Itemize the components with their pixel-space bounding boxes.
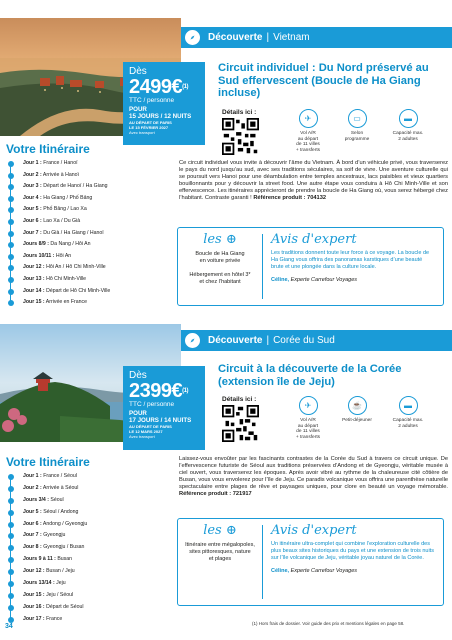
itinerary-day — [6, 265, 166, 270]
day-number: Jour 7 : — [23, 229, 42, 236]
feature-label: Capacité max. 2 adultes — [392, 418, 424, 429]
day-place: Busan — [57, 556, 73, 563]
description-text: Laissez-vous envoûter par les fascinants contrastes de la Corée du Sud à travers ce circuit unique. De l’effervescence futuriste de Séoul aux traditions préservées d’Andong et de Gyeongju, véritable musée à ciel ouvert, vous traverserez les époques. Après avoir vibré au rythme de la chaleureuse cité côtière de Busan, vous vous envolerez pour l’île de Jeju. Ce paradis volcanique vous offrira une parenthèse naturelle spectaculaire entre plages de rêve et paysages uniques, pour clore en beauté un voyage mémorable. — [179, 456, 448, 490]
itinerary-day — [6, 173, 166, 178]
product-reference: Référence produit : 704132 — [253, 195, 327, 201]
trip-band-vietnam — [181, 27, 452, 48]
day-place: Départ de Hanoï / Ha Giang — [43, 183, 108, 190]
description-text: Ce circuit individuel vous invite à découvrir l’âme du Vietnam. À bord d’un véhicule privé, vous traverserez le pays du nord jusqu’au sud, avec ses traditions séculaires, sa soif de vivre. Une aventure culturelle qui se poursuit vers Hanoi pour une déambulation entre temples ancestraux, lacs paisibles et vieux quartiers bouillonnants pour y découvrir la street food. Une autre étape vous conduira à Hô Chi Minh-Ville et son effervescence. Les itinéraires apprécieront de prendre la boucle de Ha Giang où, vous serez hébergé chez l’habitant. Contraste garanti ! — [179, 160, 448, 201]
day-number: Jour 8 : — [23, 544, 42, 551]
price-from: Dès — [129, 66, 147, 77]
trip-departure: AU DÉPART DE PARIS LE 15 FÉVRIER 2027 — [129, 120, 172, 130]
day-number: Jour 5 : — [23, 206, 42, 213]
trip-description — [179, 160, 448, 202]
itinerary-day — [6, 242, 166, 247]
trip-duration: POUR 17 JOURS / 14 NUITS — [129, 410, 192, 424]
itinerary-list — [6, 474, 166, 622]
price-from: Dès — [129, 370, 147, 381]
itinerary-day — [6, 605, 166, 610]
compass-icon — [185, 333, 200, 348]
trip-category: Découverte — [208, 335, 263, 346]
les-plus-label — [180, 232, 260, 247]
day-number: Jour 12 : — [23, 264, 45, 271]
feature-flight — [282, 109, 334, 153]
trip-title: Circuit individuel : Du Nord préservé au Sud effervescent (Boucle de Ha Giang incluse) — [218, 62, 429, 99]
day-number: Jour 17 : — [23, 615, 45, 622]
day-place: Départ de Séoul — [46, 603, 84, 610]
trip-destination: Corée du Sud — [273, 335, 335, 346]
price-box-vietnam — [123, 62, 205, 145]
compass-icon — [185, 30, 200, 45]
feature-breakfast — [331, 396, 383, 424]
feature-label: Vol A/R au départ de 11 villes + transferts — [295, 418, 321, 440]
itinerary-day — [6, 231, 166, 236]
day-place: Du Già / Ha Giang / Hanoï — [43, 229, 104, 236]
feature-label: Capacité max. 2 adultes — [392, 131, 424, 142]
price-ttc: TTC / personne — [129, 97, 175, 104]
les-plus — [178, 228, 262, 305]
day-place: Hô Chi Minh-Ville — [46, 275, 87, 282]
price-amount — [129, 77, 199, 97]
itinerary-day — [6, 196, 166, 201]
itinerary-day — [6, 219, 166, 224]
day-place: Jeju — [56, 580, 66, 587]
itinerary-day — [6, 545, 166, 550]
feature-label: Vol A/R au départ de 11 villes + transferts — [295, 131, 321, 153]
day-number: Jours 13/14 : — [23, 580, 55, 587]
day-number: Jour 2 : — [23, 171, 42, 178]
details-qr[interactable] — [222, 396, 262, 447]
itinerary-day — [6, 593, 166, 598]
expert-signature — [271, 568, 435, 574]
itinerary-vietnam — [6, 142, 166, 312]
day-place: Départ de Hô Chi Minh-Ville — [46, 287, 111, 294]
itinerary-day — [6, 533, 166, 538]
day-number: Jours 10/11 : — [23, 252, 55, 259]
day-place: Hôi An / Hô Chi Minh-Ville — [46, 264, 106, 271]
details-label: Détails ici : — [222, 109, 257, 116]
bed-icon: ▬ — [399, 109, 418, 128]
trip-departure: AU DÉPART DE PARIS LE 12 MARS 2027 — [129, 424, 172, 434]
trip-transport: Avec transport — [129, 130, 155, 135]
itinerary-day — [6, 569, 166, 574]
day-number: Jour 6 : — [23, 217, 42, 224]
les-plus-text: Itinéraire entre mégalopoles, sites pittoresques, nature et plages — [185, 542, 255, 562]
expert-name: Céline, — [271, 568, 290, 574]
les-plus-word: les — [203, 523, 222, 538]
expert-signature — [271, 277, 435, 283]
trip-band-korea — [181, 330, 452, 351]
highlights-box-vietnam — [177, 227, 444, 306]
page-number: 34 — [5, 623, 13, 630]
bed-icon: ▬ — [399, 396, 418, 415]
plus-circle-icon: ⊕ — [225, 232, 237, 247]
day-place: Hôi An — [55, 252, 72, 259]
itinerary-day — [6, 184, 166, 189]
itinerary-day — [6, 254, 166, 259]
itinerary-day — [6, 557, 166, 562]
feature-capacity — [382, 109, 434, 142]
trip-description — [179, 456, 448, 498]
details-qr[interactable] — [222, 109, 262, 160]
day-number: Jour 16 : — [23, 603, 45, 610]
day-number: Jour 1 : — [23, 473, 42, 479]
product-reference: Référence produit : 721917 — [179, 491, 252, 497]
day-number: Jours 9 à 11 : — [23, 556, 56, 563]
itinerary-list — [6, 161, 166, 305]
day-number: Jours 3/4 : — [23, 496, 49, 503]
band-separator: | — [266, 335, 270, 346]
itinerary-day — [6, 289, 166, 294]
day-number: Jour 2 : — [23, 484, 42, 491]
qr-code-icon[interactable] — [222, 118, 259, 155]
day-number: Jour 3 : — [23, 183, 42, 190]
expert-opinion — [263, 228, 443, 305]
trip-destination: Vietnam — [273, 32, 310, 43]
feature-label: Selon programme — [344, 131, 370, 142]
day-place: Busan / Jeju — [46, 568, 75, 575]
day-place: Séoul — [50, 496, 64, 503]
expert-name: Céline, — [271, 277, 290, 283]
itinerary-day — [6, 277, 166, 282]
les-plus — [178, 519, 262, 605]
day-place: Arrivée à Hanoï — [42, 171, 79, 178]
day-place: Arrivée à Séoul — [42, 484, 79, 491]
feature-label: Petit-déjeuner — [342, 418, 372, 423]
trip-transport: Avec transport — [129, 434, 155, 439]
itinerary-title: Votre Itinéraire — [6, 455, 90, 469]
plane-icon: ✈ — [299, 109, 318, 128]
day-number: Jour 4 : — [23, 194, 42, 201]
itinerary-day — [6, 207, 166, 212]
price-box-korea — [123, 366, 205, 450]
itinerary-day — [6, 474, 166, 479]
day-number: Jour 13 : — [23, 275, 45, 282]
trip-category: Découverte — [208, 32, 263, 43]
details-label: Détails ici : — [222, 396, 257, 403]
les-plus-text: Boucle de Ha Giang en voiture privée Hébergement en hôtel 3* et chez l’habitant — [189, 251, 251, 285]
qr-code-icon[interactable] — [222, 405, 259, 442]
plus-circle-icon: ⊕ — [225, 523, 237, 538]
expert-opinion-label: Avis d'expert — [271, 232, 357, 247]
itinerary-korea — [6, 455, 166, 629]
trip-duration: POUR 15 JOURS / 12 NUITS — [129, 106, 192, 120]
expert-role: Experte Carrefour Voyages — [290, 568, 358, 574]
footnote: (1) Hors frais de dossier. Voir guide des prix et mentions légales en page 58. — [252, 621, 405, 626]
day-number: Jour 1 : — [23, 160, 42, 166]
day-number: Jour 15 : — [23, 591, 45, 598]
price-value: 2399€ — [129, 380, 183, 402]
day-number: Jours 8/9 : — [23, 241, 49, 248]
expert-opinion-label: Avis d'expert — [271, 523, 357, 538]
day-number: Jour 6 : — [23, 520, 42, 527]
day-place: Andong / Gyeongju — [42, 520, 88, 527]
expert-role: Experte Carrefour Voyages — [290, 277, 358, 283]
day-place: Séoul / Andong — [43, 508, 79, 515]
day-place: France / Séoul — [43, 473, 77, 479]
day-place: Jeju / Séoul — [46, 591, 74, 598]
day-place: Lao Xa / Du Già — [43, 217, 81, 224]
itinerary-title: Votre Itinéraire — [6, 142, 90, 156]
sofa-icon: ▭ — [348, 109, 367, 128]
itinerary-day — [6, 300, 166, 305]
day-number: Jour 12 : — [23, 568, 45, 575]
price-value: 2499€ — [129, 76, 183, 98]
feature-program — [331, 109, 383, 142]
feature-flight — [282, 396, 334, 440]
itinerary-day — [6, 161, 166, 166]
day-place: Ha Giang / Phố Bảng — [43, 194, 93, 201]
day-number: Jour 7 : — [23, 532, 42, 539]
day-place: France — [46, 615, 63, 622]
expert-opinion-text: Un itinéraire ultra-complet qui combine l’exploration culturelle des plus beaux sites historiques du pays et une extension de trois nuits sur l’île volcanique de Jeju, véritable joyau naturel de la Corée. — [271, 541, 434, 561]
day-number: Jour 14 : — [23, 287, 45, 294]
expert-opinion — [263, 519, 443, 605]
day-place: Da Nang / Hôi An — [50, 241, 91, 248]
price-amount — [129, 381, 199, 401]
trip-title: Circuit à la découverte de la Corée (extension île de Jeju) — [218, 363, 402, 388]
day-place: Phố Bảng / Lao Xa — [43, 206, 87, 213]
price-ttc: TTC / personne — [129, 401, 175, 408]
band-separator: | — [266, 32, 270, 43]
expert-opinion-text: Les traditions donnent toute leur force à ce voyage. La boucle de Ha Giang vous offrira des panoramas karstiques d’une beauté brute et une plongée dans la culture locale. — [271, 250, 430, 270]
feature-capacity — [382, 396, 434, 429]
day-place: Arrivée en France — [45, 299, 88, 306]
itinerary-day — [6, 510, 166, 515]
itinerary-day — [6, 486, 166, 491]
cup-icon: ☕ — [348, 396, 367, 415]
itinerary-day — [6, 522, 166, 527]
les-plus-word: les — [203, 232, 222, 247]
les-plus-label — [180, 523, 260, 538]
day-place: France / Hanoï — [43, 160, 78, 166]
price-note: (1) — [182, 84, 188, 90]
day-place: Gyeongju — [43, 532, 66, 539]
itinerary-day — [6, 581, 166, 586]
itinerary-day — [6, 617, 166, 622]
price-note: (1) — [182, 388, 188, 394]
day-number: Jour 15 : — [23, 299, 45, 306]
highlights-box-korea — [177, 518, 444, 606]
day-place: Gyeongju / Busan — [43, 544, 85, 551]
day-number: Jour 5 : — [23, 508, 42, 515]
itinerary-day — [6, 498, 166, 503]
plane-icon: ✈ — [299, 396, 318, 415]
